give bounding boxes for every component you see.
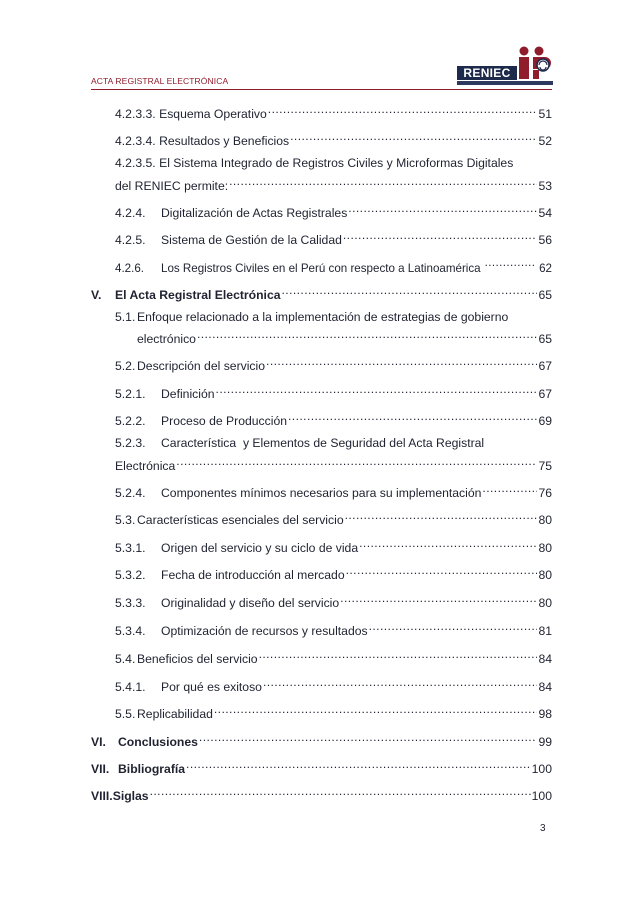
toc-label: Originalidad y diseño del servicio — [161, 596, 340, 610]
toc-label: Por qué es exitoso — [161, 680, 262, 694]
toc-entry-4-2-3-3[interactable] — [115, 100, 552, 121]
toc-label: Resultados y Beneficios — [159, 134, 290, 148]
toc-page: 76 — [538, 486, 552, 500]
toc-label: Enfoque relacionado a la implementación de estrategias de gobierno — [137, 310, 509, 324]
toc-label: Bibliografía — [118, 762, 186, 776]
toc-number: 5.1. — [115, 310, 136, 324]
toc-page: 53 — [538, 179, 552, 193]
toc-entry-v[interactable] — [91, 281, 552, 302]
toc-leader — [268, 100, 538, 118]
toc-leader — [359, 534, 537, 552]
logo-underbar — [457, 81, 553, 85]
toc-label: Sistema de Gestión de la Calidad — [161, 233, 342, 247]
toc-leader — [482, 479, 537, 497]
toc-leader — [346, 561, 538, 579]
toc-entry-5-3-2[interactable] — [115, 561, 552, 582]
toc-entry-4-2-3-4[interactable] — [115, 127, 552, 148]
toc-entry-5-2[interactable] — [115, 352, 552, 373]
toc-entry-vii[interactable] — [91, 755, 552, 776]
reniec-seal-icon — [517, 45, 553, 81]
toc-number: VI. — [91, 735, 106, 749]
toc-leader — [259, 645, 538, 663]
toc-page: 100 — [531, 789, 552, 803]
toc-leader — [214, 700, 538, 718]
toc-leader — [282, 281, 538, 299]
toc-page: 67 — [538, 387, 552, 401]
toc-page: 100 — [531, 762, 552, 776]
toc-label-continuation: Electrónica — [115, 459, 176, 473]
toc-page: 81 — [538, 624, 552, 638]
toc-label: Digitalización de Actas Registrales — [161, 206, 348, 220]
toc-entry-5-2-1[interactable] — [115, 380, 552, 401]
toc-label: Componentes mínimos necesarios para su implementación — [161, 486, 482, 500]
toc-leader — [229, 172, 537, 190]
toc-entry-viii[interactable] — [91, 782, 552, 803]
toc-entry-4-2-5[interactable] — [115, 226, 552, 247]
toc-label: Descripción del servicio — [137, 359, 266, 373]
toc-leader — [197, 325, 537, 343]
toc-entry-vi[interactable] — [91, 728, 552, 749]
toc-entry-5-1-line1[interactable] — [115, 308, 508, 326]
toc-number: 4.2.3.3. — [115, 107, 156, 121]
toc-entry-5-3-4[interactable] — [115, 617, 552, 638]
toc-label: Fecha de introducción al mercado — [161, 568, 345, 582]
toc-number: VII. — [91, 762, 110, 776]
toc-leader — [348, 199, 537, 217]
toc-label: Optimización de recursos y resultados — [161, 624, 368, 638]
toc-label: Definición — [161, 387, 215, 401]
toc-number: 5.3.4. — [115, 624, 146, 638]
toc-label: Beneficios del servicio — [137, 652, 258, 666]
toc-number: 5.3.2. — [115, 568, 146, 582]
toc-number: 5.3. — [115, 513, 136, 527]
toc-page: 84 — [538, 680, 552, 694]
toc-entry-4-2-4[interactable] — [115, 199, 552, 220]
reniec-logo — [457, 45, 553, 81]
toc-label: Característica y Elementos de Seguridad del Acta Registral — [161, 436, 485, 450]
toc-label: El Sistema Integrado de Registros Civiles y Microformas Digitales — [159, 156, 514, 170]
toc-entry-5-3-3[interactable] — [115, 589, 552, 610]
toc-leader — [150, 782, 531, 800]
toc-page: 65 — [538, 288, 552, 302]
toc-leader — [485, 254, 534, 272]
toc-leader — [288, 407, 537, 425]
toc-leader — [266, 352, 537, 370]
toc-number: 5.3.3. — [115, 596, 146, 610]
toc-entry-5-3[interactable] — [115, 506, 552, 527]
toc-page: 84 — [538, 652, 552, 666]
toc-entry-5-1-line2[interactable] — [137, 325, 552, 346]
toc-page: 75 — [538, 459, 552, 473]
toc-entry-5-4-1[interactable] — [115, 673, 552, 694]
toc-page: 56 — [538, 233, 552, 247]
toc-label: Esquema Operativo — [159, 107, 267, 121]
toc-page: 80 — [538, 541, 552, 555]
toc-page: 67 — [538, 359, 552, 373]
toc-number: 5.4. — [115, 652, 136, 666]
toc-label: Proceso de Producción — [161, 414, 288, 428]
toc-number: 4.2.5. — [115, 233, 146, 247]
toc-number: 5.2.4. — [115, 486, 146, 500]
toc-label: Siglas — [112, 789, 149, 803]
toc-leader — [199, 728, 538, 746]
toc-number: V. — [91, 288, 102, 302]
toc-entry-4-2-6[interactable] — [115, 254, 552, 275]
toc-number: 5.2.3. — [115, 436, 146, 450]
toc-page: 52 — [538, 134, 552, 148]
toc-page: 99 — [538, 735, 552, 749]
toc-leader — [186, 755, 531, 773]
toc-number: 4.2.3.4. — [115, 134, 156, 148]
toc-entry-5-2-2[interactable] — [115, 407, 552, 428]
toc-page: 80 — [538, 568, 552, 582]
toc-number: 5.2. — [115, 359, 136, 373]
toc-leader — [263, 673, 537, 691]
toc-leader — [340, 589, 537, 607]
toc-page: 51 — [538, 107, 552, 121]
toc-label: El Acta Registral Electrónica — [115, 288, 281, 302]
toc-entry-5-2-4[interactable] — [115, 479, 552, 500]
toc-page: 62 — [539, 262, 552, 275]
toc-number: VIII. — [91, 789, 113, 803]
toc-page: 54 — [538, 206, 552, 220]
toc-leader — [369, 617, 538, 635]
toc-entry-5-3-1[interactable] — [115, 534, 552, 555]
header-title: ACTA REGISTRAL ELECTRÓNICA — [91, 76, 229, 86]
toc-page: 65 — [538, 332, 552, 346]
page-number: 3 — [540, 823, 546, 834]
logo-wordmark: RENIEC — [457, 66, 517, 80]
toc-label: Los Registros Civiles en el Perú con respecto a Latinoamérica — [161, 262, 481, 275]
toc-page: 80 — [538, 513, 552, 527]
toc-page: 69 — [538, 414, 552, 428]
toc-label: Origen del servicio y su ciclo de vida — [161, 541, 359, 555]
toc-label-continuation: del RENIEC permite: — [115, 179, 229, 193]
toc-number: 5.2.1. — [115, 387, 146, 401]
toc-leader — [216, 380, 538, 398]
toc-entry-5-2-3-line1[interactable] — [115, 434, 484, 452]
toc-label: Conclusiones — [118, 735, 198, 749]
toc-leader — [343, 226, 538, 244]
toc-entry-4-2-3-5-line2[interactable] — [115, 172, 552, 193]
toc-number: 5.3.1. — [115, 541, 146, 555]
toc-label: Replicabilidad — [137, 707, 213, 721]
toc-leader — [290, 127, 537, 145]
header-divider — [91, 89, 552, 90]
toc-number: 5.5. — [115, 707, 136, 721]
toc-page: 80 — [538, 596, 552, 610]
toc-label: Características esenciales del servicio — [137, 513, 344, 527]
toc-leader — [345, 506, 538, 524]
toc-number: 5.2.2. — [115, 414, 146, 428]
toc-label-continuation: electrónico — [137, 332, 196, 346]
toc-entry-5-5[interactable] — [115, 700, 552, 721]
toc-entry-5-4[interactable] — [115, 645, 552, 666]
toc-page: 98 — [538, 707, 552, 721]
toc-number: 4.2.4. — [115, 206, 146, 220]
toc-number: 4.2.3.5. — [115, 156, 156, 170]
toc-number: 5.4.1. — [115, 680, 146, 694]
toc-number: 4.2.6. — [115, 262, 145, 275]
toc-entry-5-2-3-line2[interactable] — [115, 452, 552, 473]
toc-leader — [176, 452, 537, 470]
toc-entry-4-2-3-5-line1[interactable] — [115, 154, 513, 172]
